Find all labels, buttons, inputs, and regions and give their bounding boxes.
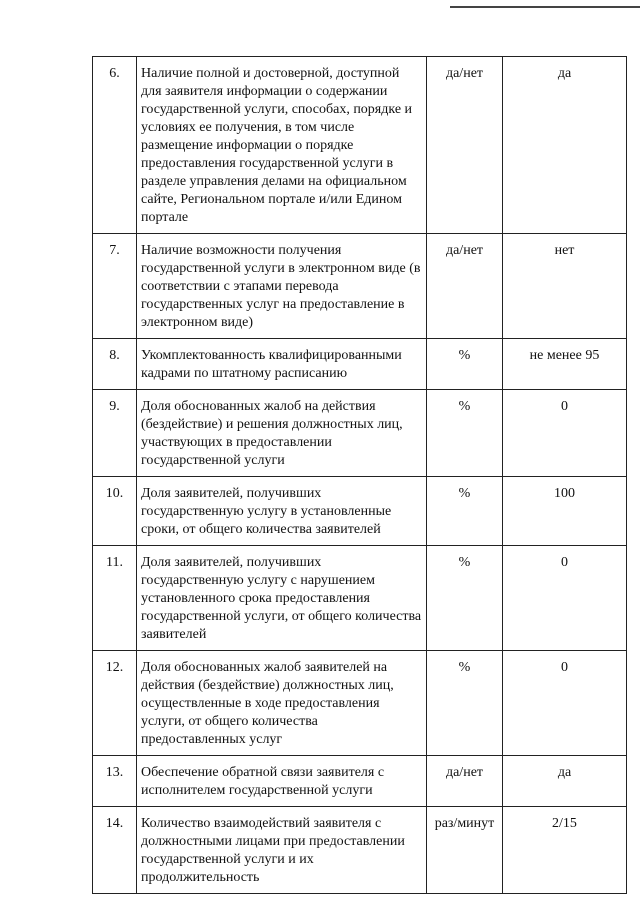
row-value: 0 xyxy=(503,390,627,477)
table-row xyxy=(93,651,627,756)
row-unit: да/нет xyxy=(427,234,503,339)
row-value: 0 xyxy=(503,546,627,651)
row-unit: да/нет xyxy=(427,57,503,234)
row-unit: % xyxy=(427,546,503,651)
row-value: 2/15 xyxy=(503,807,627,894)
row-number: 13. xyxy=(93,756,137,807)
table-row xyxy=(93,234,627,339)
row-unit: % xyxy=(427,651,503,756)
row-unit: % xyxy=(427,339,503,390)
table-row xyxy=(93,390,627,477)
row-description: Доля обоснованных жалоб заявителей на действия (бездействие) должностных лиц, осуществленные в ходе предоставления услуги, от общего количества предоставленных услуг xyxy=(137,651,427,756)
row-description: Укомплектованность квалифицированными кадрами по штатному расписанию xyxy=(137,339,427,390)
row-description: Обеспечение обратной связи заявителя с исполнителем государственной услуги xyxy=(137,756,427,807)
row-number: 9. xyxy=(93,390,137,477)
indicators-table xyxy=(92,56,627,894)
row-number: 10. xyxy=(93,477,137,546)
table-row xyxy=(93,546,627,651)
row-value: нет xyxy=(503,234,627,339)
row-description: Количество взаимодействий заявителя с должностными лицами при предоставлении государственной услуги и их продолжительность xyxy=(137,807,427,894)
row-unit: раз/минут xyxy=(427,807,503,894)
row-value: 0 xyxy=(503,651,627,756)
row-number: 7. xyxy=(93,234,137,339)
row-unit: % xyxy=(427,477,503,546)
table-row xyxy=(93,339,627,390)
row-description: Наличие возможности получения государственной услуги в электронном виде (в соответствии с этапами перевода государственных услуг на предоставление в электронном виде) xyxy=(137,234,427,339)
row-number: 12. xyxy=(93,651,137,756)
row-number: 14. xyxy=(93,807,137,894)
row-value: да xyxy=(503,57,627,234)
row-description: Доля обоснованных жалоб на действия (бездействие) и решения должностных лиц, участвующих в предоставлении государственной услуги xyxy=(137,390,427,477)
table-row xyxy=(93,477,627,546)
scan-edge-mark xyxy=(450,6,640,8)
row-value: да xyxy=(503,756,627,807)
row-description: Доля заявителей, получивших государственную услугу с нарушением установленного срока предоставления государственной услуги, от общего количества заявителей xyxy=(137,546,427,651)
row-description: Наличие полной и достоверной, доступной для заявителя информации о содержании государственной услуги, способах, порядке и условиях ее получения, в том числе размещение информации о порядке предоставления государственной услуги в разделе управления делами на официальном сайте, Региональном портале и/или Едином портале xyxy=(137,57,427,234)
row-unit: да/нет xyxy=(427,756,503,807)
table-row xyxy=(93,807,627,894)
table-row xyxy=(93,756,627,807)
row-unit: % xyxy=(427,390,503,477)
row-description: Доля заявителей, получивших государственную услугу в установленные сроки, от общего количества заявителей xyxy=(137,477,427,546)
table-row xyxy=(93,57,627,234)
row-value: 100 xyxy=(503,477,627,546)
row-number: 6. xyxy=(93,57,137,234)
row-number: 8. xyxy=(93,339,137,390)
row-value: не менее 95 xyxy=(503,339,627,390)
row-number: 11. xyxy=(93,546,137,651)
